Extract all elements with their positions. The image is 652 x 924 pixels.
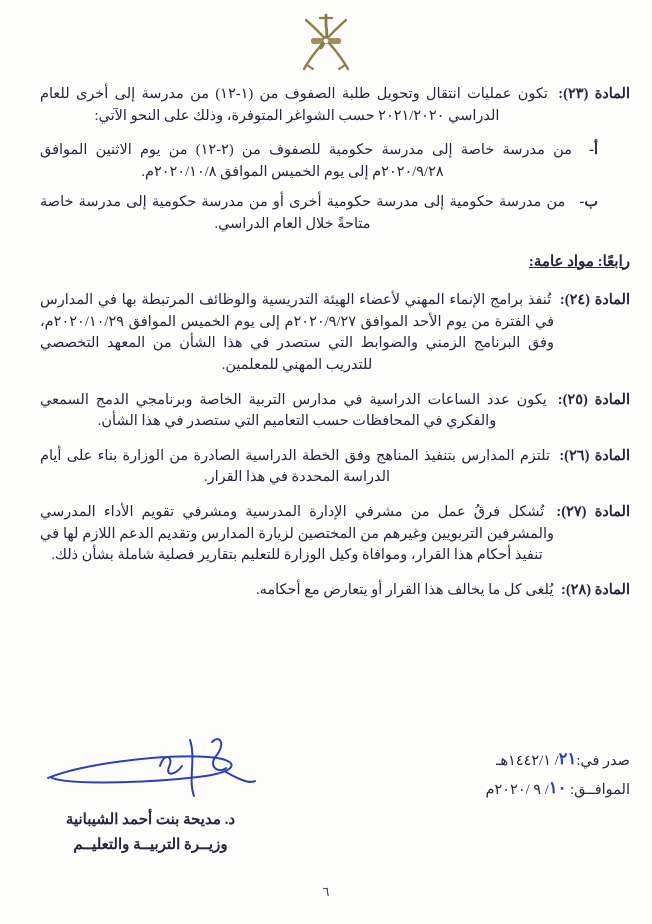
page-number: ٦	[322, 884, 330, 899]
article-27-text: تُشكل فرقُ عمل من مشرفي الإدارة المدرسية ومشرفي تقويم الأداء المدرسي والمشرفين التربويين وغيرهم من المختصين لزيارة المدارس وتقديم الدعم اللازم لها في تنفيذ أحكام هذا القرار، وموافاة وكيل الوزارة للتعليم بتقارير فصلية شاملة بشأن ذلك.	[40, 503, 554, 564]
article-25	[40, 390, 630, 433]
article-27	[40, 502, 630, 567]
issued-date-line	[485, 746, 630, 775]
item-a-text: من مدرسة خاصة إلى مدرسة حكومية للصفوف من (٢-١٢) من يوم الاثنين الموافق ٢٠٢٠/٩/٢٨م إلى يوم الخميس الموافق ٢٠٢٠/١٠/٨م.	[40, 142, 572, 180]
article-24-header: المادة (٢٤):	[559, 292, 630, 309]
article-28	[40, 580, 630, 602]
article-23-item-a	[40, 140, 630, 183]
issued-day-handwritten: ٢١	[558, 749, 577, 768]
article-24-text: تُنفذ برامج الإنماء المهني لأعضاء الهيئة التدريسية والوظائف المرتبطة بها في المدارس في الفترة من يوم الأحد الموافق ٢٠٢٠/٩/٢٧م إلى يوم الخميس الموافق ٢٠٢٠/١٠/٢٩م، وفق البرنامج الزمني والضوابط التي ستصدر في هذا الشأن من المعهد التخصصي للتدريب المهني للمعلمين.	[40, 292, 555, 373]
corresponding-date-rest: / ٩ /٢٠٢٠م	[485, 782, 549, 798]
signer-title: وزيــرة التربيــة والتعليــم	[73, 837, 228, 853]
article-26-text: تلتزم المدارس بتنفيذ المناهج وفق الخطة الدراسية الصادرة من الوزارة بناء على أيام الدراسة المحددة في هذا القرار.	[40, 447, 551, 486]
article-23-text: تكون عمليات انتقال وتحويل طلبة الصفوف من (١-١٢) من مدرسة إلى أخرى للعام الدراسي ٢٠٢١/٢٠٢٠ حسب الشواغر المتوفرة، وذلك على النحو الآتي:	[40, 86, 548, 124]
article-26-header: المادة (٢٦):	[559, 447, 631, 464]
article-23-item-b	[40, 192, 630, 235]
article-28-header: المادة (٢٨):	[560, 581, 630, 598]
corresponding-date-line	[485, 775, 630, 804]
handwritten-signature	[42, 728, 260, 800]
emblem-container	[0, 0, 652, 84]
issued-date-rest: / ١٤٤٢/١هـ	[496, 753, 559, 769]
oman-national-emblem-icon	[297, 11, 355, 77]
article-26	[40, 446, 630, 489]
item-b-marker: ب-	[579, 194, 599, 211]
article-27-header: المادة (٢٧):	[556, 503, 630, 520]
issued-label: صدر في:	[576, 753, 630, 769]
item-a-marker: أ-	[589, 142, 598, 159]
signer-name: د. مديحة بنت أحمد الشيبانية	[65, 812, 236, 828]
article-23	[40, 84, 630, 127]
issuance-dates	[485, 746, 630, 804]
item-b-text: من مدرسة حكومية إلى مدرسة حكومية أخرى أو من مدرسة حكومية إلى مدرسة خاصة متاحةً خلال العام الدراسي.	[40, 194, 566, 232]
article-24	[40, 290, 630, 376]
signature-block	[38, 728, 263, 858]
article-23-header: المادة (٢٣):	[558, 86, 630, 102]
section-4-header: رابعًا: مواد عامة:	[528, 253, 630, 270]
document-body	[0, 84, 652, 601]
article-25-header: المادة (٢٥):	[557, 391, 630, 408]
corresponding-day-handwritten: ١٠	[548, 778, 567, 797]
article-28-text: يُلغى كل ما يخالف هذا القرار أو يتعارض مع أحكامه.	[255, 581, 554, 598]
corresponding-label: الموافــق:	[570, 782, 630, 798]
article-25-text: يكون عدد الساعات الدراسية في مدارس التربية الخاصة وبرنامجي الدمج السمعي والفكري في المحافظات حسب التعاميم التي ستصدر في هذا الشأن.	[40, 391, 547, 430]
